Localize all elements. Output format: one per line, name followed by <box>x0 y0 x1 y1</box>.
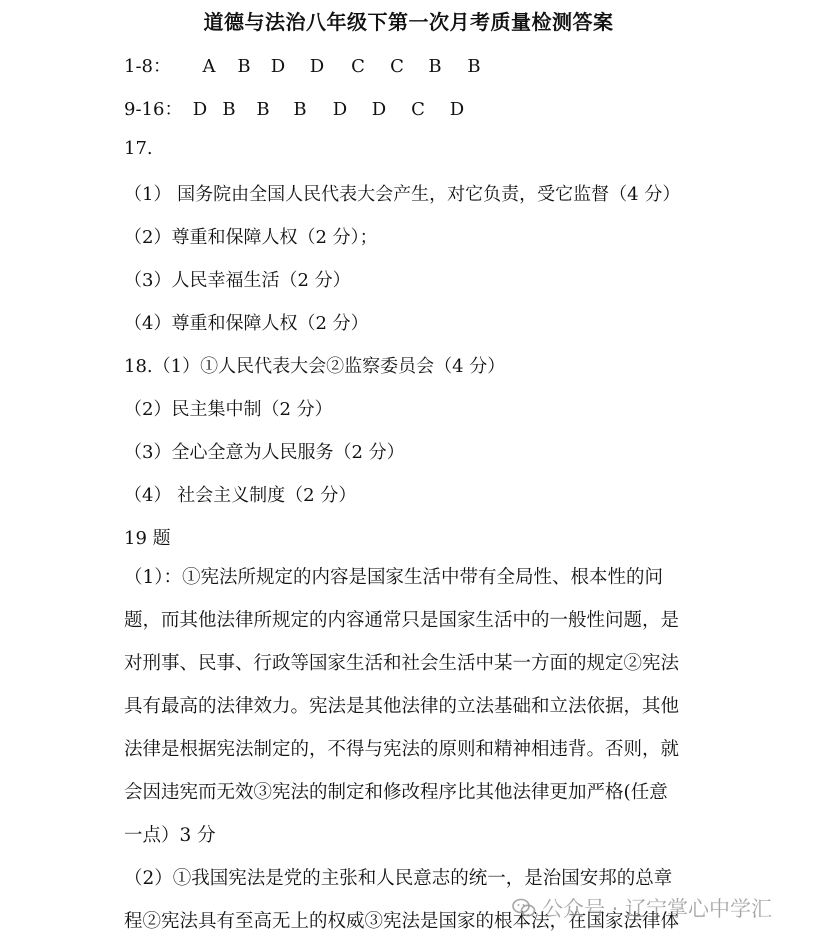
choice-answer: B <box>467 56 481 77</box>
q18-item: （3）全心全意为人民服务（2 分） <box>124 442 405 463</box>
choice-answer: C <box>351 56 365 77</box>
choice-answer: D <box>371 99 387 120</box>
q19-part1-line: 对刑事、民事、行政等国家生活和社会生活中某一方面的规定②宪法 <box>124 653 680 674</box>
q18-item: （4） 社会主义制度（2 分） <box>124 485 357 506</box>
q18-item: 18.（1）①人民代表大会②监察委员会（4 分） <box>124 356 506 377</box>
q17-item: （2）尊重和保障人权（2 分）； <box>124 227 378 248</box>
q19-heading: 19 题 <box>124 528 171 549</box>
choice-answer: B <box>256 99 270 120</box>
choice-answer: D <box>270 56 286 77</box>
q17-item: （3）人民幸福生活（2 分） <box>124 270 351 291</box>
choice-answer: B <box>222 99 236 120</box>
q19-part1-line: 具有最高的法律效力。宪法是其他法律的立法基础和立法依据，其他 <box>124 696 680 717</box>
choice-answer: D <box>309 56 325 77</box>
choice-answer: B <box>237 56 251 77</box>
q19-part2-line: （2）①我国宪法是党的主张和人民意志的统一，是治国安邦的总章 <box>124 868 673 889</box>
choice-row-2 <box>124 95 478 121</box>
q17-item: （4）尊重和保障人权（2 分） <box>124 313 369 334</box>
choice-answer: D <box>332 99 348 120</box>
choice-answer: D <box>192 99 208 120</box>
q19-part1-line: 会因违宪而无效③宪法的制定和修改程序比其他法律更加严格(任意 <box>124 782 668 803</box>
q19-part1-line: 一点）3 分 <box>124 825 216 846</box>
wechat-icon <box>512 898 536 918</box>
q17-item: （1） 国务院由全国人民代表大会产生，对它负责，受它监督（4 分） <box>124 184 681 205</box>
watermark-text: 公众号 · 辽宁掌心中学汇 <box>542 897 773 921</box>
q17-heading: 17. <box>124 138 153 159</box>
choice-row-label: 9-16： <box>124 99 183 120</box>
q19-part1-line: 题，而其他法律所规定的内容通常只是国家生活中的一般性问题，是 <box>124 610 680 631</box>
choice-answer: C <box>390 56 404 77</box>
choice-answer: C <box>411 99 425 120</box>
choice-row-label: 1-8： <box>124 56 171 77</box>
choice-row-1 <box>124 52 494 78</box>
page-title: 道德与法治八年级下第一次月考质量检测答案 <box>203 10 614 34</box>
q19-part1 <box>124 556 699 857</box>
q18-item: （2）民主集中制（2 分） <box>124 399 333 420</box>
q19-part2-line: 程②宪法具有至高无上的权威③宪法是国家的根本法，在国家法律体 <box>124 911 680 932</box>
q19-part1-line: 法律是根据宪法制定的，不得与宪法的原则和精神相违背。否则，就 <box>124 739 680 760</box>
choice-answer: A <box>202 56 216 77</box>
watermark <box>512 893 772 923</box>
q19-part1-line: （1）：①宪法所规定的内容是国家生活中带有全局性、根本性的问 <box>124 567 664 588</box>
choice-answer: B <box>428 56 442 77</box>
choice-answer: D <box>449 99 465 120</box>
choice-answer: B <box>293 99 307 120</box>
